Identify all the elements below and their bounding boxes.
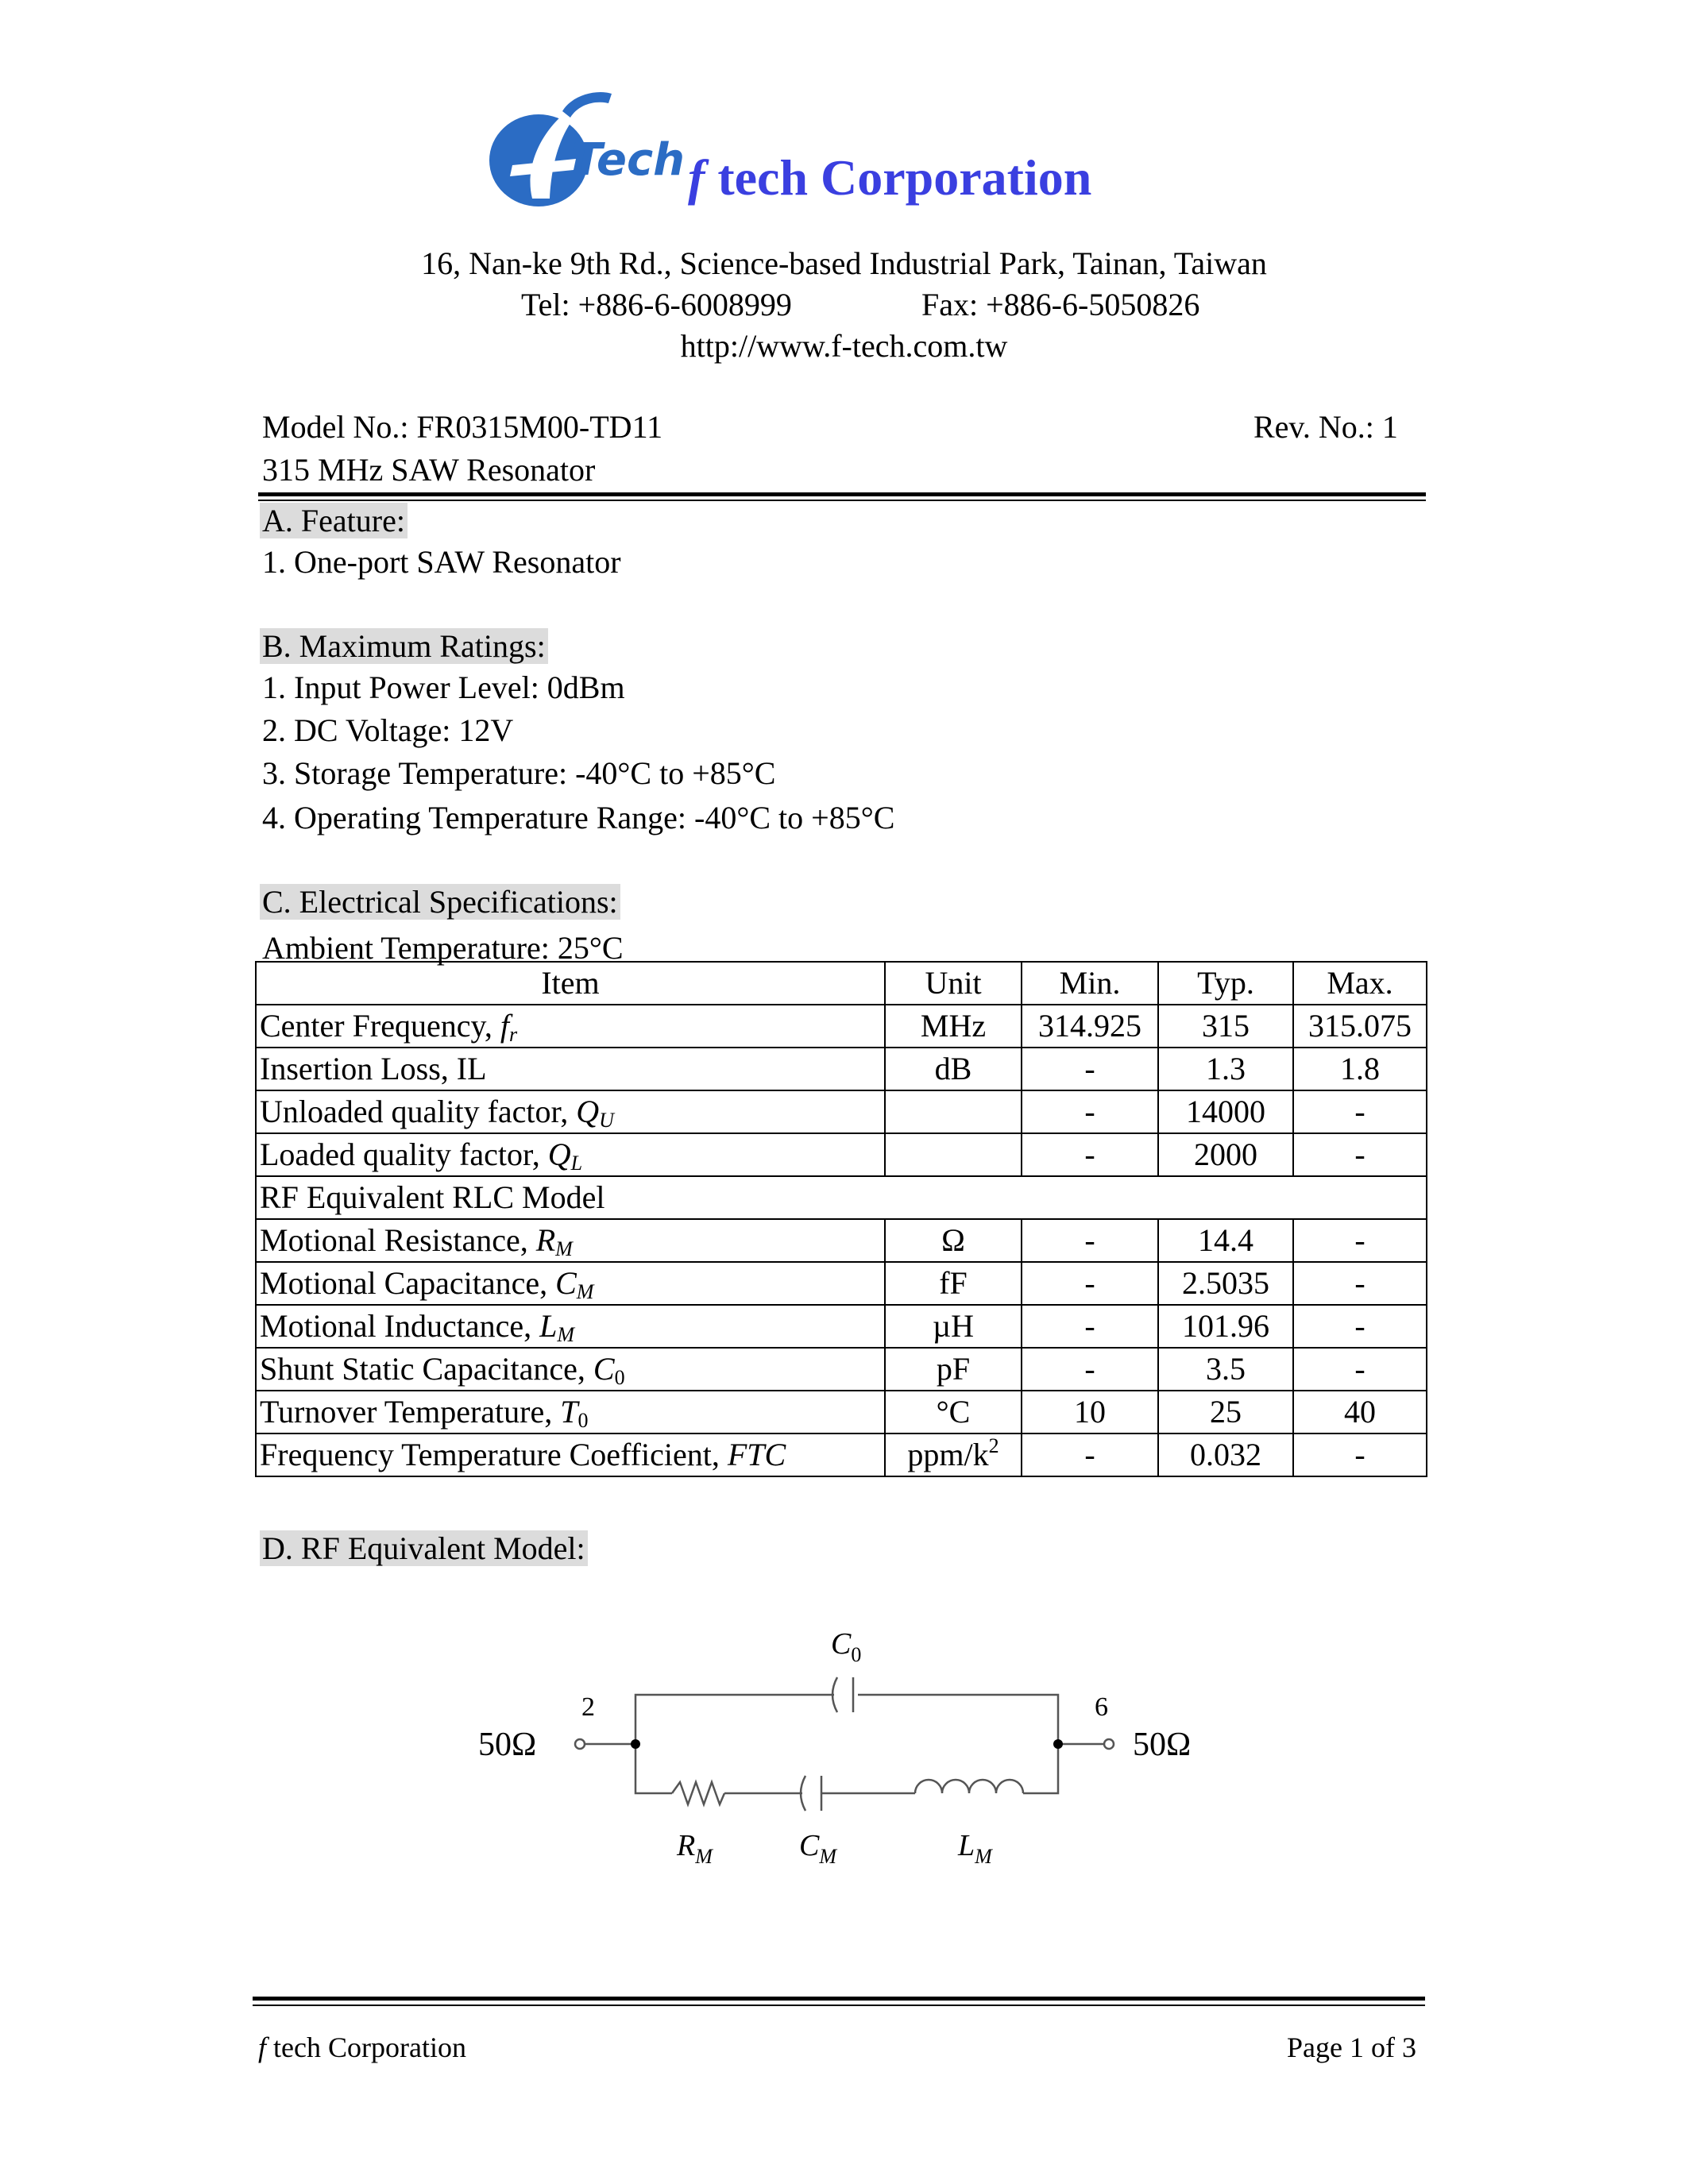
section-model-title-text: D. RF Equivalent Model: — [260, 1530, 588, 1566]
header-rule-thick — [258, 492, 1426, 496]
row-unit — [885, 1090, 1022, 1133]
footer-company-name: tech Corporation — [266, 2032, 466, 2063]
header-min: Min. — [1022, 962, 1158, 1005]
logo-wordmark: Tech — [572, 134, 686, 186]
footer-rule-thick — [253, 1997, 1425, 2001]
header-typ: Typ. — [1158, 962, 1293, 1005]
header-item: Item — [256, 962, 885, 1005]
table-row — [256, 1348, 1427, 1391]
resistor-rm — [672, 1782, 724, 1804]
row-max: 1.8 — [1293, 1048, 1427, 1090]
row-min: - — [1022, 1433, 1158, 1476]
row-max: - — [1293, 1262, 1427, 1305]
row-unit: Ω — [885, 1219, 1022, 1262]
inductor-lm — [915, 1780, 1023, 1793]
section-feature-title-text: A. Feature: — [260, 503, 408, 538]
label-text: Unloaded quality factor, — [260, 1094, 577, 1129]
row-min: - — [1022, 1090, 1158, 1133]
label-subscript: M — [557, 1323, 575, 1346]
row-max: - — [1293, 1433, 1427, 1476]
fax: Fax: +886-6-5050826 — [921, 287, 1200, 322]
row-min: 10 — [1022, 1391, 1158, 1433]
label-term-right: 50Ω — [1133, 1727, 1192, 1763]
label-text: Shunt Static Capacitance, — [260, 1351, 593, 1387]
label-symbol: R — [535, 1222, 556, 1258]
tel: Tel: +886-6-6008999 — [521, 287, 792, 322]
node-right-dot — [1053, 1739, 1063, 1749]
table-header-row — [256, 962, 1427, 1005]
label-subscript: M — [555, 1237, 573, 1260]
footer-company-prefix: f — [258, 2032, 267, 2063]
company-name-text: tech Corporation — [717, 149, 1092, 206]
row-max: - — [1293, 1348, 1427, 1391]
capacitor-cm-curved-plate — [801, 1776, 805, 1811]
terminal-left-circle — [575, 1739, 585, 1749]
row-typ: 2000 — [1158, 1133, 1293, 1176]
row-unit — [885, 1433, 1022, 1476]
row-unit — [885, 1133, 1022, 1176]
label-text: Loaded quality factor, — [260, 1136, 548, 1172]
section-ratings-title-text: B. Maximum Ratings: — [260, 628, 548, 664]
section-ratings-title — [262, 627, 548, 666]
row-label — [256, 1262, 885, 1305]
label-subscript: U — [599, 1109, 614, 1132]
row-min: - — [1022, 1219, 1158, 1262]
footer-company — [258, 2030, 466, 2065]
header-rule-thin — [258, 500, 1426, 501]
row-min: - — [1022, 1133, 1158, 1176]
doc-subtitle: 315 MHz SAW Resonator — [262, 452, 596, 488]
table-row — [256, 1262, 1427, 1305]
page-number: Page 1 of 3 — [1287, 2032, 1416, 2063]
row-label — [256, 1219, 885, 1262]
row-label — [256, 1090, 885, 1133]
label-subscript: 0 — [577, 1409, 589, 1432]
row-typ: 3.5 — [1158, 1348, 1293, 1391]
label-text: Motional Inductance, — [260, 1308, 540, 1344]
label-symbol: L — [539, 1308, 558, 1344]
company-prefix: f — [688, 149, 705, 206]
row-unit: pF — [885, 1348, 1022, 1391]
row-typ: 25 — [1158, 1391, 1293, 1433]
label-symbol: C — [555, 1265, 577, 1301]
table-row — [256, 1391, 1427, 1433]
row-max: - — [1293, 1305, 1427, 1348]
ambient-temperature: Ambient Temperature: 25°C — [262, 930, 624, 966]
section-feature-title — [262, 502, 408, 540]
rating-item: 4. Operating Temperature Range: -40°C to +85°C — [262, 800, 895, 835]
section-electrical-title-text: C. Electrical Specifications: — [260, 884, 620, 920]
unit-superscript: 2 — [988, 1434, 999, 1457]
footer-rule-thin — [253, 2005, 1425, 2006]
website-url[interactable]: http://www.f-tech.com.tw — [680, 328, 1008, 364]
wire-bottom-right — [1023, 1744, 1058, 1793]
row-label — [256, 1133, 885, 1176]
label-term-left: 50Ω — [478, 1727, 537, 1763]
label-text: Center Frequency, — [260, 1008, 500, 1044]
table-row — [256, 1133, 1427, 1176]
row-max: - — [1293, 1090, 1427, 1133]
label-symbol: C — [593, 1351, 615, 1387]
label-c0: $C_0$ — [831, 1627, 862, 1666]
row-min: 314.925 — [1022, 1005, 1158, 1048]
row-unit: fF — [885, 1262, 1022, 1305]
row-max: 315.075 — [1293, 1005, 1427, 1048]
wire-bottom-left — [635, 1744, 672, 1793]
row-max: - — [1293, 1219, 1427, 1262]
table-row — [256, 1219, 1427, 1262]
row-label — [256, 1005, 885, 1048]
spec-table — [255, 961, 1427, 1477]
table-row — [256, 1005, 1427, 1048]
rf-equivalent-circuit — [445, 1612, 1239, 1882]
table-row — [256, 1305, 1427, 1348]
row-unit: dB — [885, 1048, 1022, 1090]
company-logo — [477, 79, 686, 214]
wire-top-right — [858, 1695, 1058, 1744]
row-label — [256, 1391, 885, 1433]
model-number: Model No.: FR0315M00-TD11 — [262, 409, 663, 445]
row-min: - — [1022, 1262, 1158, 1305]
row-typ: 101.96 — [1158, 1305, 1293, 1348]
label-subscript: r — [508, 1023, 518, 1046]
label-cm: $C_M$ — [799, 1829, 837, 1868]
terminal-right-circle — [1104, 1739, 1114, 1749]
label-rm: $R_M$ — [677, 1829, 713, 1868]
label-symbol: f — [500, 1008, 509, 1044]
label-subscript: M — [576, 1280, 594, 1303]
row-unit: µH — [885, 1305, 1022, 1348]
row-typ: 14000 — [1158, 1090, 1293, 1133]
label-symbol: Q — [576, 1094, 600, 1129]
wire-top-left — [635, 1695, 834, 1744]
table-row — [256, 1048, 1427, 1090]
unit-text: ppm/k — [907, 1437, 989, 1472]
row-label — [256, 1348, 885, 1391]
label-subscript: 0 — [614, 1366, 625, 1389]
node-left-dot — [631, 1739, 640, 1749]
label-subscript: L — [570, 1152, 583, 1175]
row-min: - — [1022, 1048, 1158, 1090]
label-text: Motional Capacitance, — [260, 1265, 556, 1301]
row-max: 40 — [1293, 1391, 1427, 1433]
table-group-row — [256, 1176, 1427, 1219]
row-min: - — [1022, 1305, 1158, 1348]
capacitor-c0-curved-plate — [832, 1677, 837, 1712]
label-symbol: T — [560, 1394, 578, 1430]
table-row — [256, 1433, 1427, 1476]
section-model-title — [262, 1530, 588, 1568]
header-unit: Unit — [885, 962, 1022, 1005]
row-label — [256, 1433, 885, 1476]
table-row — [256, 1090, 1427, 1133]
rating-item: 3. Storage Temperature: -40°C to +85°C — [262, 755, 776, 791]
label-node-left: 2 — [581, 1692, 595, 1722]
label-text: Insertion Loss, IL — [260, 1051, 487, 1086]
row-typ: 0.032 — [1158, 1433, 1293, 1476]
label-symbol: FTC — [727, 1437, 786, 1472]
row-min: - — [1022, 1348, 1158, 1391]
row-unit: MHz — [885, 1005, 1022, 1048]
address: 16, Nan-ke 9th Rd., Science-based Industrial Park, Tainan, Taiwan — [421, 245, 1267, 281]
row-max: - — [1293, 1133, 1427, 1176]
label-symbol: Q — [547, 1136, 571, 1172]
feature-item: 1. One-port SAW Resonator — [262, 544, 621, 580]
row-typ: 2.5035 — [1158, 1262, 1293, 1305]
revision-number: Rev. No.: 1 — [1253, 409, 1398, 445]
row-label — [256, 1048, 885, 1090]
rating-item: 1. Input Power Level: 0dBm — [262, 669, 625, 705]
row-typ: 1.3 — [1158, 1048, 1293, 1090]
section-electrical-title — [262, 883, 620, 921]
label-text: Turnover Temperature, — [260, 1394, 561, 1430]
row-unit: °C — [885, 1391, 1022, 1433]
rating-item: 2. DC Voltage: 12V — [262, 712, 514, 748]
company-name — [688, 146, 1091, 210]
label-text: Motional Resistance, — [260, 1222, 536, 1258]
row-typ: 315 — [1158, 1005, 1293, 1048]
header-max: Max. — [1293, 962, 1427, 1005]
row-typ: 14.4 — [1158, 1219, 1293, 1262]
label-text: Frequency Temperature Coefficient, — [260, 1437, 728, 1472]
label-lm: $L_M$ — [958, 1829, 992, 1868]
row-label — [256, 1305, 885, 1348]
group-label: RF Equivalent RLC Model — [256, 1176, 1427, 1219]
label-node-right: 6 — [1095, 1692, 1108, 1722]
